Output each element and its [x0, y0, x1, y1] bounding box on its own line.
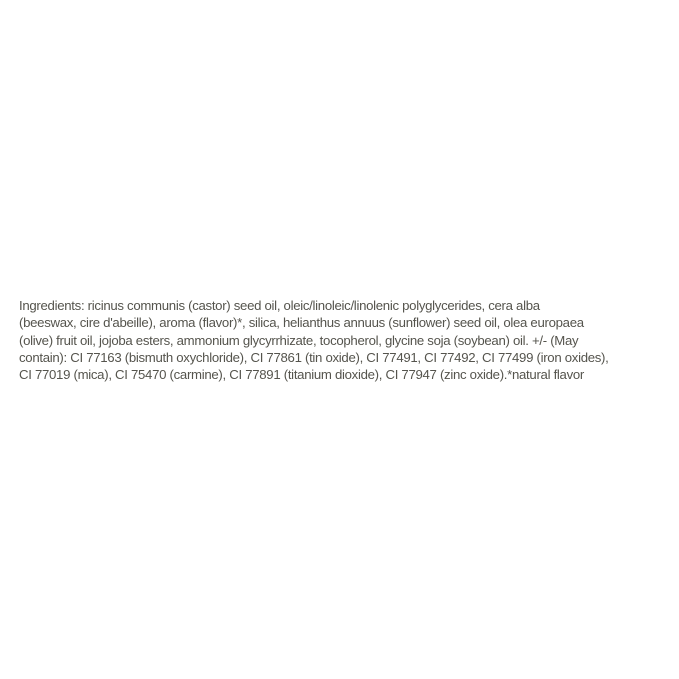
- ingredients-line-2: (beeswax, cire d'abeille), aroma (flavor)*, silica, helianthus annuus (sunflower) seed oil, olea europaea: [19, 315, 584, 331]
- ingredients-line-3: (olive) fruit oil, jojoba esters, ammonium glycyrrhizate, tocopherol, glycine soja (soybean) oil. +/- (May: [19, 332, 579, 348]
- ingredients-line-5: CI 77019 (mica), CI 75470 (carmine), CI 77891 (titanium dioxide), CI 77947 (zinc oxide).*natural flavor: [19, 367, 585, 383]
- ingredients-paragraph: [19, 297, 609, 383]
- ingredients-line-4: contain): CI 77163 (bismuth oxychloride), CI 77861 (tin oxide), CI 77491, CI 77492, CI 77499 (iron oxides),: [19, 349, 609, 365]
- ingredients-line-1: Ingredients: ricinus communis (castor) seed oil, oleic/linoleic/linolenic polyglycerides, cera alba: [19, 298, 540, 313]
